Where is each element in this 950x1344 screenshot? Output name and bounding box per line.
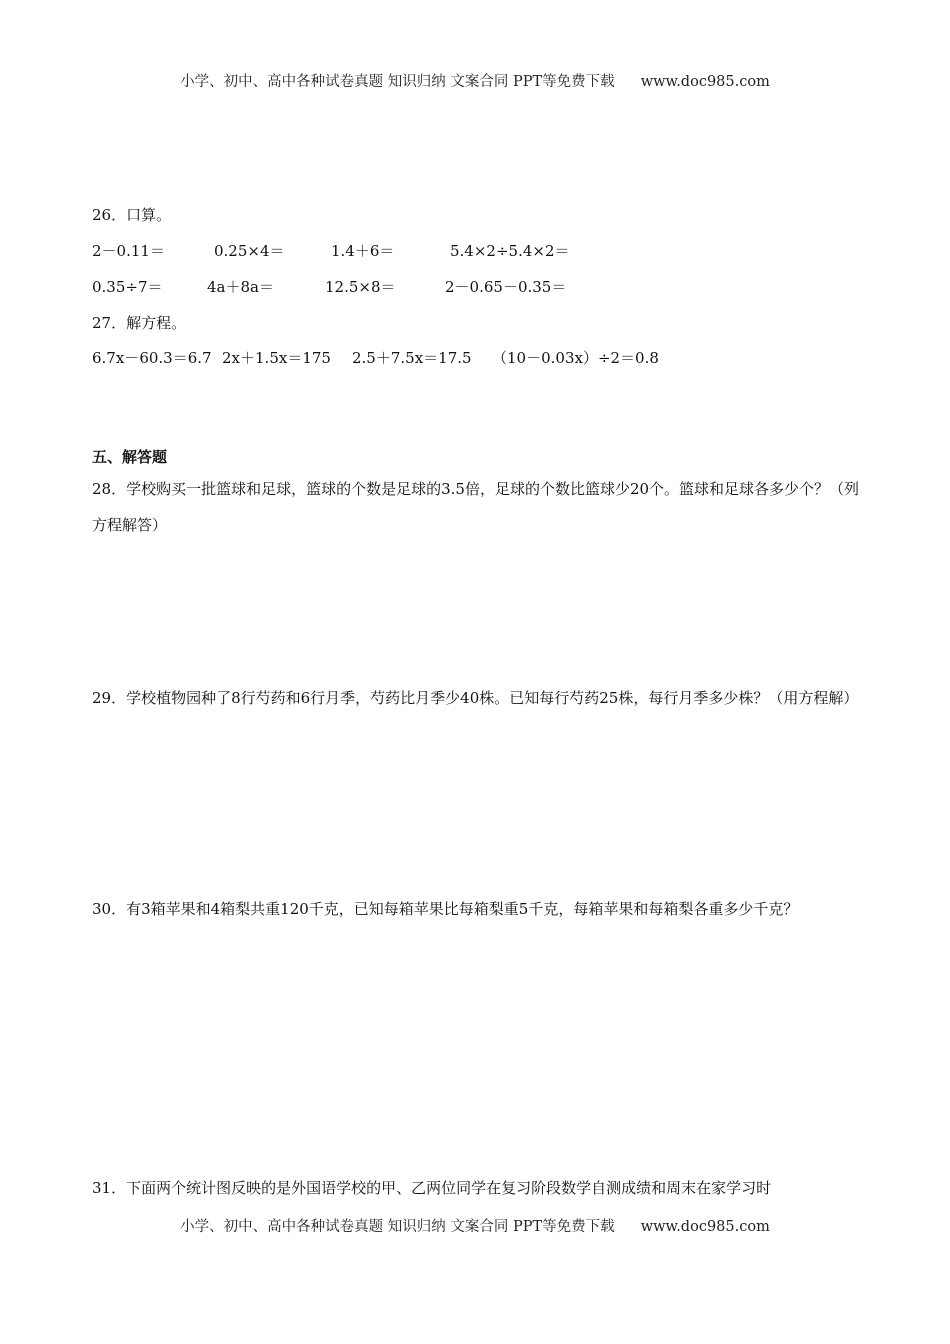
q26-row-2: [0, 276, 950, 296]
q26-item: 2－0.65－0.35＝: [445, 278, 567, 296]
q26-item: 2－0.11＝: [92, 242, 165, 260]
q29-text: 29．学校植物园种了8行芍药和6行月季，芍药比月季少40株。已知每行芍药25株，每行月季多少株？（用方程解）: [92, 689, 859, 707]
q27-equation: 2.5＋7.5x＝17.5: [352, 349, 472, 367]
q26-row-1: [0, 240, 950, 260]
q26-item: 0.35÷7＝: [92, 278, 163, 296]
q27-equation: 2x＋1.5x＝175: [222, 349, 331, 367]
q27-equation: （10－0.03x）÷2＝0.8: [492, 349, 659, 367]
q26-item: 5.4×2÷5.4×2＝: [450, 242, 570, 260]
q31-text: 31．下面两个统计图反映的是外国语学校的甲、乙两位同学在复习阶段数学自测成绩和周末在家学习时: [92, 1179, 772, 1197]
page-footer: [0, 1215, 950, 1236]
footer-site-link[interactable]: www.doc985.com: [640, 1219, 770, 1235]
header-text: 小学、初中、高中各种试卷真题 知识归纳 文案合同 PPT等免费下载: [180, 74, 615, 90]
page-header: [0, 70, 950, 91]
header-site-link[interactable]: www.doc985.com: [640, 74, 770, 90]
q26-title: 26．口算。: [92, 206, 172, 224]
q26-item: 0.25×4＝: [214, 242, 285, 260]
footer-text: 小学、初中、高中各种试卷真题 知识归纳 文案合同 PPT等免费下载: [180, 1219, 615, 1235]
q30-text: 30．有3箱苹果和4箱梨共重120千克，已知每箱苹果比每箱梨重5千克，每箱苹果和每箱梨各重多少千克？: [92, 900, 799, 918]
q26-item: 12.5×8＝: [325, 278, 396, 296]
q26-item: 1.4＋6＝: [331, 242, 395, 260]
section-title: 五、解答题: [92, 448, 168, 466]
q27-equations: [0, 347, 950, 367]
q27-equation: 6.7x－60.3＝6.7: [92, 349, 212, 367]
q26-item: 4a＋8a＝: [207, 278, 274, 296]
q28-text: 28．学校购买一批篮球和足球，篮球的个数是足球的3.5倍，足球的个数比篮球少20个。篮球和足球各多少个？（列方程解答）: [92, 480, 860, 534]
q27-title: 27．解方程。: [92, 314, 187, 332]
